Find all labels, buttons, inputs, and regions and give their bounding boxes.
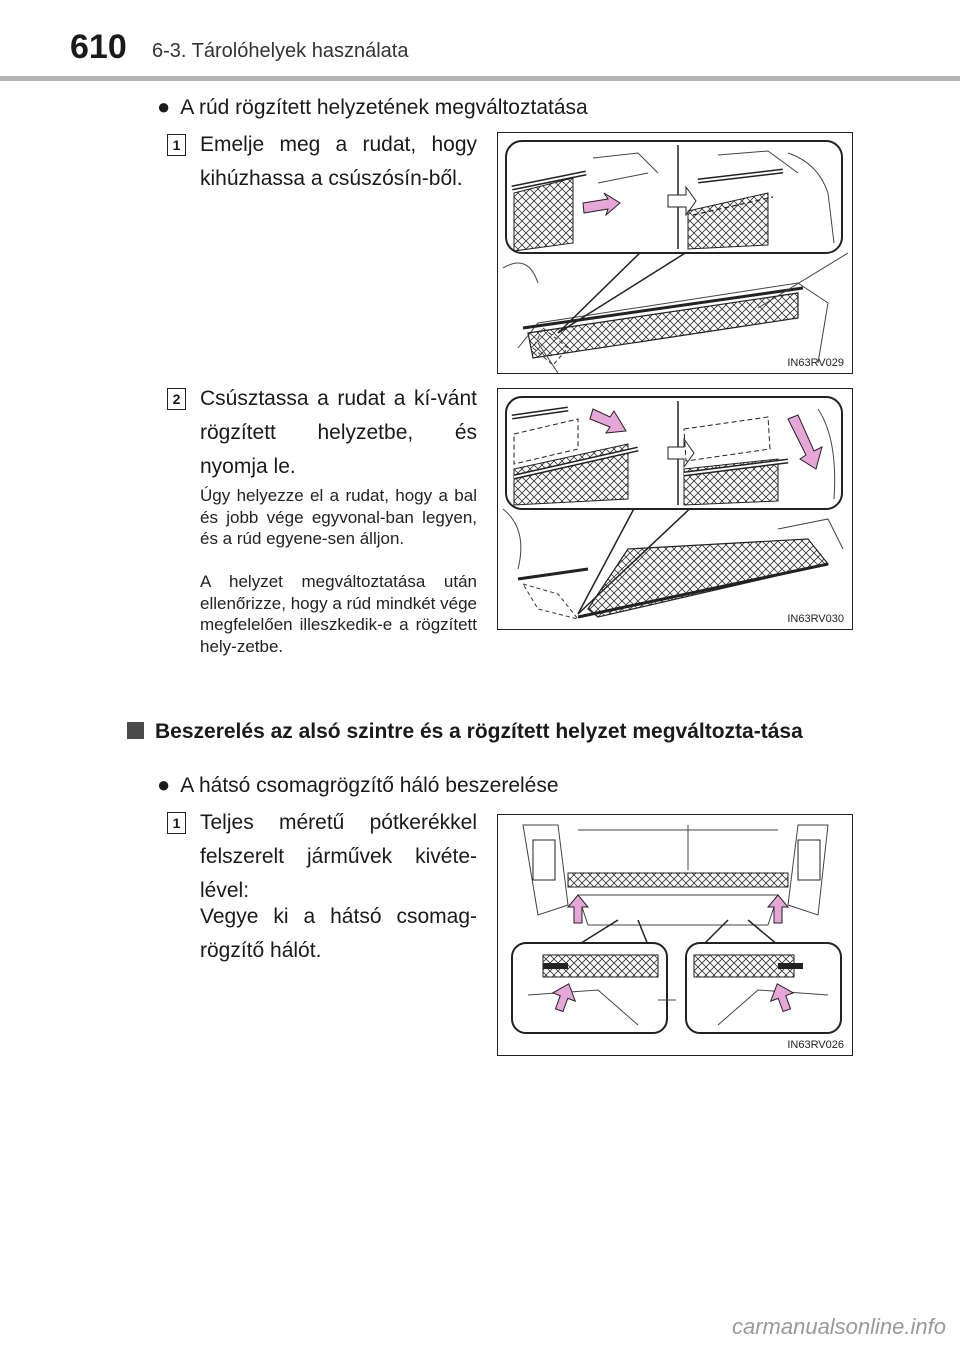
step-text: Teljes méretű pótkerékkel felszerelt járművek kivéte-lével: <box>200 811 477 902</box>
step-number: 2 <box>167 388 186 410</box>
step-text: Vegye ki a hátsó csomag-rögzítő hálót. <box>200 905 477 962</box>
figure-rod-lift <box>497 132 853 374</box>
header-divider <box>0 76 960 81</box>
note-text: Úgy helyezze el a rudat, hogy a bal és jobb vége egyvonal-ban legyen, és a rúd egyene-sen álljon. <box>200 486 477 548</box>
figure-code: IN63RV029 <box>787 357 844 369</box>
bullet-heading <box>157 771 559 800</box>
heading-text: A hátsó csomagrögzítő háló beszerelése <box>180 774 559 797</box>
note-text: A helyzet megváltoztatása után ellenőrizze, hogy a rúd mindkét vége megfelelően illeszkedik-e a rögzített hely-zetbe. <box>200 572 477 656</box>
watermark: carmanualsonline.info <box>731 1314 946 1339</box>
figure-illustration <box>498 133 852 373</box>
figure-code: IN63RV026 <box>787 1039 844 1051</box>
step-text: Csúsztassa a rudat a kí-vánt rögzített helyzetbe, és nyomja le. <box>200 387 477 478</box>
bullet-heading <box>157 93 588 122</box>
bullet-icon: ● <box>157 772 171 797</box>
step-text: Emelje meg a rudat, hogy kihúzhassa a csúszósín-ből. <box>200 133 477 190</box>
figure-illustration <box>498 389 852 629</box>
bullet-icon: ● <box>157 94 171 119</box>
figure-illustration <box>498 815 852 1055</box>
section-heading: Beszerelés az alsó szintre és a rögzített helyzet megváltozta-tása <box>155 720 803 743</box>
figure-rod-slide <box>497 388 853 630</box>
heading-text: A rúd rögzített helyzetének megváltoztatása <box>180 96 588 119</box>
page-number: 610 <box>70 28 127 66</box>
figure-code: IN63RV030 <box>787 613 844 625</box>
step-number: 1 <box>167 812 186 834</box>
step-number: 1 <box>167 134 186 156</box>
figure-net-install <box>497 814 853 1056</box>
section-title: 6-3. Tárolóhelyek használata <box>152 40 409 62</box>
